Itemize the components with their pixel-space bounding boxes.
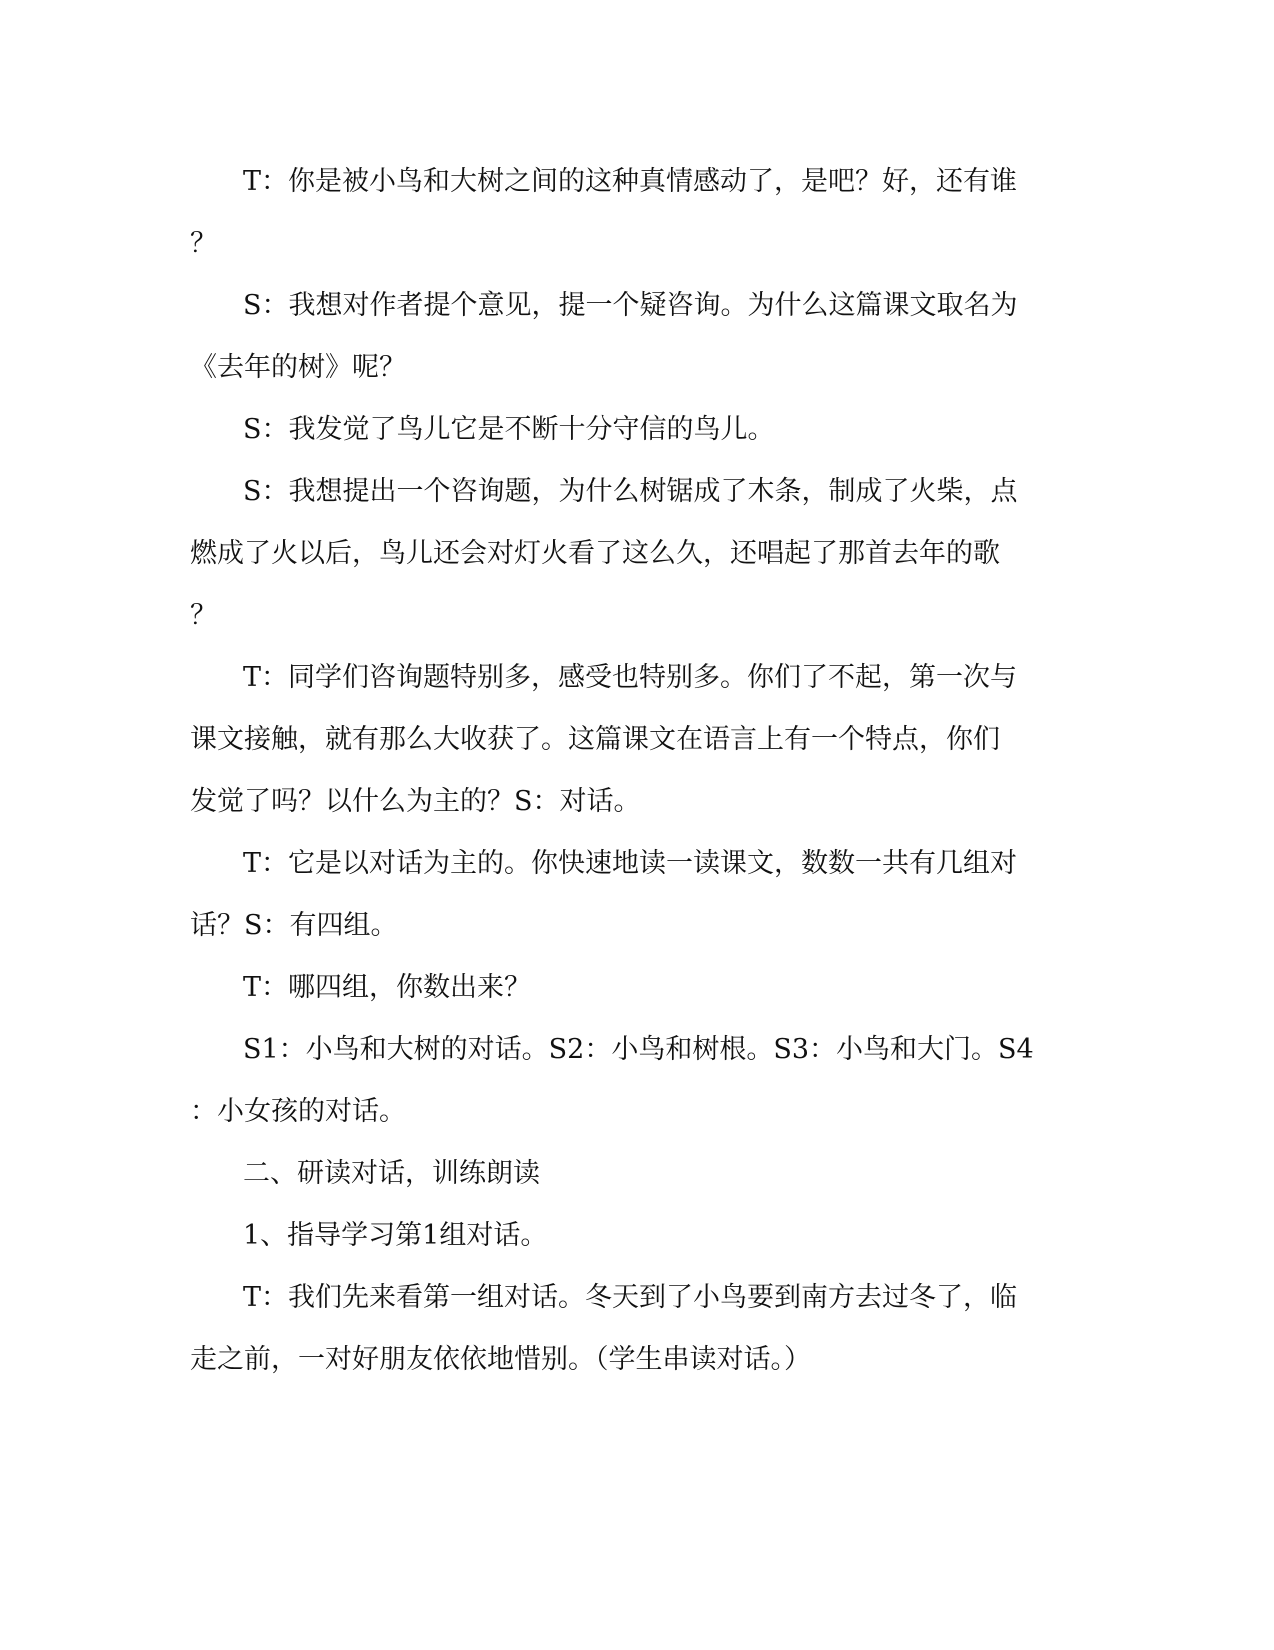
- text-line-1: T：你是被小鸟和大树之间的这种真情感动了，是吧？好，还有谁: [243, 166, 1018, 197]
- text-line-9: T：同学们咨询题特别多，感受也特别多。你们了不起，第一次与: [243, 662, 1018, 693]
- text-line-11: 发觉了吗？以什么为主的？S：对话。: [190, 786, 641, 817]
- text-line-16: ：小女孩的对话。: [190, 1096, 406, 1127]
- text-line-13: 话？S：有四组。: [190, 910, 398, 941]
- text-line-20: 走之前，一对好朋友依依地惜别。（学生串读对话。）: [190, 1344, 811, 1375]
- text-line-3: S：我想对作者提个意见，提一个疑咨询。为什么这篇课文取名为: [243, 290, 1018, 321]
- text-line-7: 燃成了火以后，鸟儿还会对灯火看了这么久，还唱起了那首去年的歌: [190, 538, 1000, 569]
- text-line-19: T：我们先来看第一组对话。冬天到了小鸟要到南方去过冬了，临: [243, 1282, 1018, 1313]
- text-line-2: ？: [190, 228, 217, 259]
- text-line-8: ？: [190, 600, 217, 631]
- text-line-15: S1：小鸟和大树的对话。S2：小鸟和树根。S3：小鸟和大门。S4: [243, 1034, 1034, 1065]
- text-line-4: 《去年的树》呢？: [190, 352, 406, 383]
- text-line-5: S：我发觉了鸟儿它是不断十分守信的鸟儿。: [243, 414, 775, 445]
- text-line-14: T：哪四组，你数出来？: [243, 972, 532, 1003]
- text-line-12: T：它是以对话为主的。你快速地读一读课文，数数一共有几组对: [243, 848, 1018, 879]
- text-line-18: 1、指导学习第1组对话。: [243, 1220, 548, 1251]
- text-line-10: 课文接触，就有那么大收获了。这篇课文在语言上有一个特点，你们: [190, 724, 1000, 755]
- section-heading: 二、研读对话，训练朗读: [243, 1158, 540, 1189]
- text-line-6: S：我想提出一个咨询题，为什么树锯成了木条，制成了火柴，点: [243, 476, 1018, 507]
